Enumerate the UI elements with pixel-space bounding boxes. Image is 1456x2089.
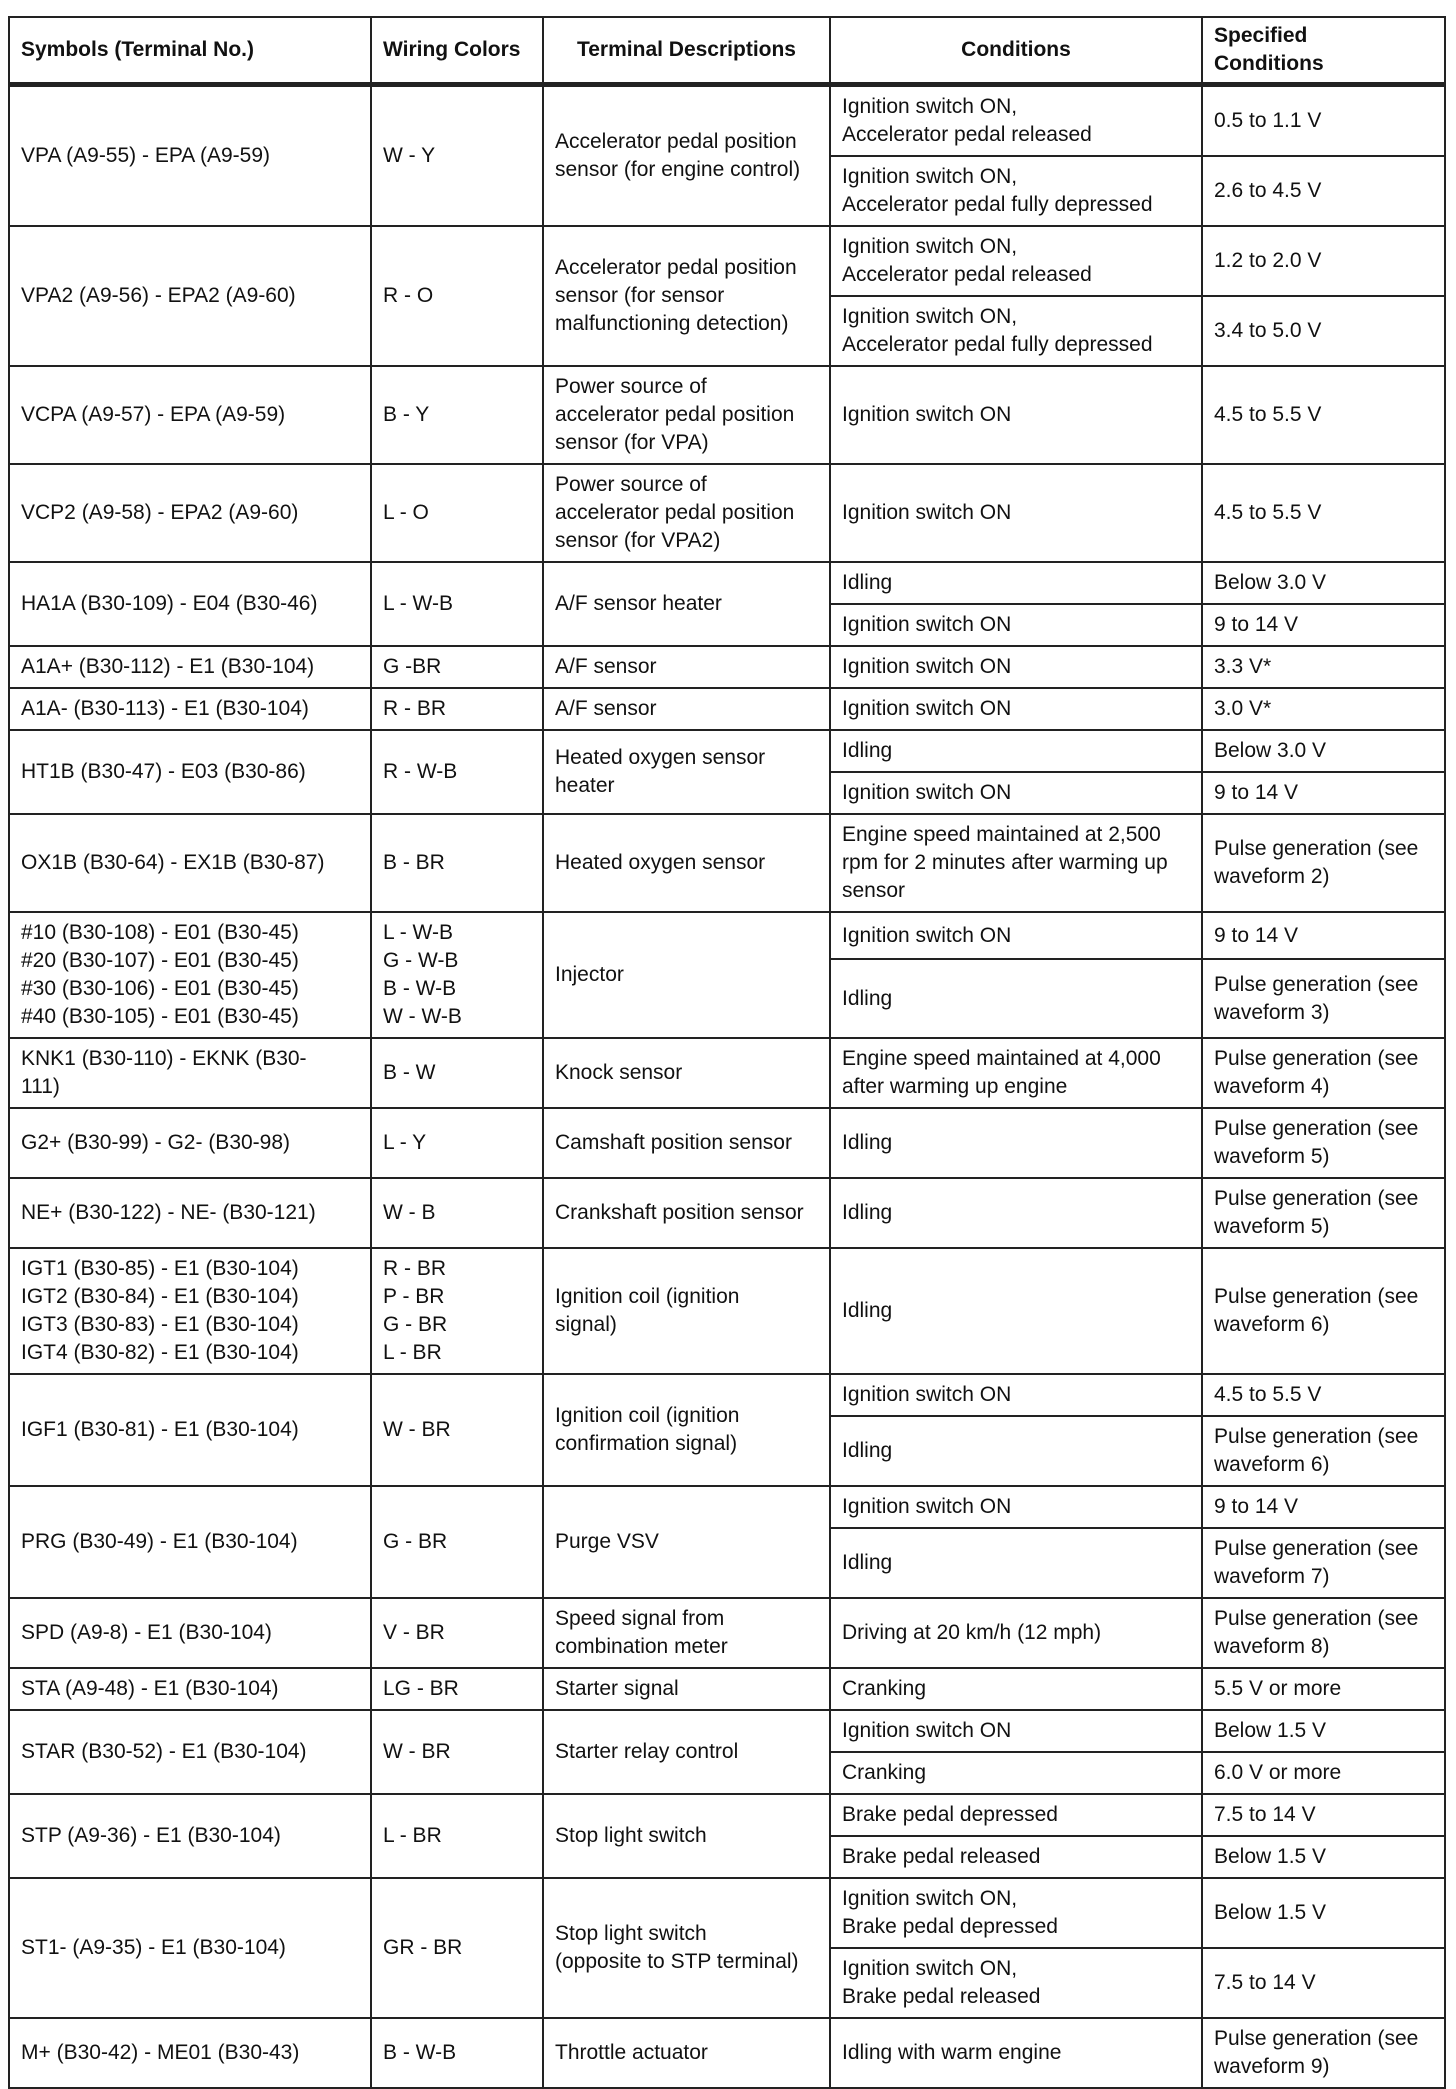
table-row	[9, 85, 1445, 157]
description-cell: Stop light switch	[543, 1794, 830, 1878]
description-cell: Starter relay control	[543, 1710, 830, 1794]
condition-cell: Ignition switch ON	[830, 646, 1202, 688]
wiring-color-cell: LG - BR	[371, 1668, 543, 1710]
spec-cell: Pulse generation (see waveform 8)	[1202, 1598, 1445, 1668]
condition-cell: Ignition switch ON, Accelerator pedal released	[830, 85, 1202, 157]
symbol-cell: KNK1 (B30-110) - EKNK (B30- 111)	[9, 1038, 371, 1108]
spec-cell: 4.5 to 5.5 V	[1202, 1374, 1445, 1416]
condition-cell: Ignition switch ON	[830, 1486, 1202, 1528]
table-row	[9, 1248, 1445, 1374]
condition-cell: Ignition switch ON	[830, 912, 1202, 959]
spec-cell: 5.5 V or more	[1202, 1668, 1445, 1710]
header-conditions: Conditions	[830, 17, 1202, 85]
symbol-cell: NE+ (B30-122) - NE- (B30-121)	[9, 1178, 371, 1248]
condition-cell: Idling	[830, 730, 1202, 772]
wiring-color-cell: W - B	[371, 1178, 543, 1248]
spec-cell: 4.5 to 5.5 V	[1202, 464, 1445, 562]
wiring-color-cell: R - BR P - BR G - BR L - BR	[371, 1248, 543, 1374]
table-row	[9, 1108, 1445, 1178]
table-row	[9, 1668, 1445, 1710]
table-row	[9, 646, 1445, 688]
table-row	[9, 912, 1445, 959]
condition-cell: Driving at 20 km/h (12 mph)	[830, 1598, 1202, 1668]
wiring-color-cell: G -BR	[371, 646, 543, 688]
spec-cell: 9 to 14 V	[1202, 772, 1445, 814]
spec-cell: Below 1.5 V	[1202, 1836, 1445, 1878]
description-cell: Heated oxygen sensor	[543, 814, 830, 912]
wiring-color-cell: R - BR	[371, 688, 543, 730]
description-cell: Camshaft position sensor	[543, 1108, 830, 1178]
condition-cell: Idling	[830, 562, 1202, 604]
condition-cell: Idling	[830, 1248, 1202, 1374]
symbol-cell: A1A- (B30-113) - E1 (B30-104)	[9, 688, 371, 730]
spec-cell: Below 1.5 V	[1202, 1878, 1445, 1948]
table-row	[9, 1710, 1445, 1752]
table-row	[9, 1486, 1445, 1528]
condition-cell: Idling	[830, 1178, 1202, 1248]
condition-cell: Idling with warm engine	[830, 2018, 1202, 2088]
description-cell: Ignition coil (ignition signal)	[543, 1248, 830, 1374]
wiring-color-cell: W - BR	[371, 1710, 543, 1794]
symbol-cell: SPD (A9-8) - E1 (B30-104)	[9, 1598, 371, 1668]
condition-cell: Ignition switch ON	[830, 1710, 1202, 1752]
table-row	[9, 730, 1445, 772]
table-row	[9, 1178, 1445, 1248]
description-cell: Accelerator pedal position sensor (for sensor malfunctioning detection)	[543, 226, 830, 366]
description-cell: Purge VSV	[543, 1486, 830, 1598]
spec-cell: 7.5 to 14 V	[1202, 1794, 1445, 1836]
symbol-cell: VPA (A9-55) - EPA (A9-59)	[9, 85, 371, 227]
condition-cell: Brake pedal released	[830, 1836, 1202, 1878]
condition-cell: Ignition switch ON	[830, 772, 1202, 814]
wiring-color-cell: G - BR	[371, 1486, 543, 1598]
header-terminal-descriptions: Terminal Descriptions	[543, 17, 830, 85]
table-row	[9, 1038, 1445, 1108]
symbol-cell: VCP2 (A9-58) - EPA2 (A9-60)	[9, 464, 371, 562]
spec-cell: 9 to 14 V	[1202, 604, 1445, 646]
condition-cell: Ignition switch ON	[830, 1374, 1202, 1416]
description-cell: Crankshaft position sensor	[543, 1178, 830, 1248]
symbol-cell: STP (A9-36) - E1 (B30-104)	[9, 1794, 371, 1878]
condition-cell: Ignition switch ON	[830, 464, 1202, 562]
symbol-cell: HA1A (B30-109) - E04 (B30-46)	[9, 562, 371, 646]
spec-cell: Pulse generation (see waveform 6)	[1202, 1416, 1445, 1486]
wiring-color-cell: GR - BR	[371, 1878, 543, 2018]
wiring-color-cell: B - Y	[371, 366, 543, 464]
wiring-color-cell: L - W-B G - W-B B - W-B W - W-B	[371, 912, 543, 1038]
description-cell: A/F sensor heater	[543, 562, 830, 646]
condition-cell: Cranking	[830, 1668, 1202, 1710]
condition-cell: Idling	[830, 1108, 1202, 1178]
symbol-cell: #10 (B30-108) - E01 (B30-45) #20 (B30-107) - E01 (B30-45) #30 (B30-106) - E01 (B30-45) #40 (B30-105) - E01 (B30-45)	[9, 912, 371, 1038]
description-cell: Accelerator pedal position sensor (for engine control)	[543, 85, 830, 227]
spec-cell: 3.3 V*	[1202, 646, 1445, 688]
symbol-cell: IGF1 (B30-81) - E1 (B30-104)	[9, 1374, 371, 1486]
table-row	[9, 688, 1445, 730]
spec-cell: Pulse generation (see waveform 4)	[1202, 1038, 1445, 1108]
condition-cell: Ignition switch ON	[830, 604, 1202, 646]
description-cell: A/F sensor	[543, 688, 830, 730]
spec-cell: 6.0 V or more	[1202, 1752, 1445, 1794]
condition-cell: Engine speed maintained at 4,000 after warming up engine	[830, 1038, 1202, 1108]
description-cell: Power source of accelerator pedal position sensor (for VPA2)	[543, 464, 830, 562]
spec-cell: 7.5 to 14 V	[1202, 1948, 1445, 2018]
header-row	[9, 17, 1445, 85]
table-row	[9, 1598, 1445, 1668]
wiring-color-cell: V - BR	[371, 1598, 543, 1668]
spec-cell: Below 1.5 V	[1202, 1710, 1445, 1752]
symbol-cell: STA (A9-48) - E1 (B30-104)	[9, 1668, 371, 1710]
spec-cell: Pulse generation (see waveform 3)	[1202, 959, 1445, 1038]
header-symbols: Symbols (Terminal No.)	[9, 17, 371, 85]
description-cell: Speed signal from combination meter	[543, 1598, 830, 1668]
description-cell: A/F sensor	[543, 646, 830, 688]
symbol-cell: PRG (B30-49) - E1 (B30-104)	[9, 1486, 371, 1598]
symbol-cell: VPA2 (A9-56) - EPA2 (A9-60)	[9, 226, 371, 366]
table-row	[9, 2018, 1445, 2088]
spec-cell: Pulse generation (see waveform 2)	[1202, 814, 1445, 912]
spec-cell: Below 3.0 V	[1202, 730, 1445, 772]
spec-cell: 2.6 to 4.5 V	[1202, 156, 1445, 226]
condition-cell: Idling	[830, 1528, 1202, 1598]
condition-cell: Cranking	[830, 1752, 1202, 1794]
table-row	[9, 1794, 1445, 1836]
table-body	[9, 85, 1445, 2089]
condition-cell: Ignition switch ON	[830, 366, 1202, 464]
wiring-color-cell: W - Y	[371, 85, 543, 227]
description-cell: Knock sensor	[543, 1038, 830, 1108]
spec-cell: Below 3.0 V	[1202, 562, 1445, 604]
spec-cell: 9 to 14 V	[1202, 912, 1445, 959]
symbol-cell: ST1- (A9-35) - E1 (B30-104)	[9, 1878, 371, 2018]
table-row	[9, 562, 1445, 604]
terminal-table	[8, 16, 1446, 2089]
spec-cell: Pulse generation (see waveform 7)	[1202, 1528, 1445, 1598]
table-row	[9, 814, 1445, 912]
wiring-color-cell: L - O	[371, 464, 543, 562]
symbol-cell: OX1B (B30-64) - EX1B (B30-87)	[9, 814, 371, 912]
symbol-cell: STAR (B30-52) - E1 (B30-104)	[9, 1710, 371, 1794]
symbol-cell: G2+ (B30-99) - G2- (B30-98)	[9, 1108, 371, 1178]
header-specified-conditions: Specified Conditions	[1202, 17, 1445, 85]
spec-cell: Pulse generation (see waveform 6)	[1202, 1248, 1445, 1374]
description-cell: Throttle actuator	[543, 2018, 830, 2088]
table-row	[9, 366, 1445, 464]
table-row	[9, 1878, 1445, 1948]
wiring-color-cell: L - BR	[371, 1794, 543, 1878]
symbol-cell: A1A+ (B30-112) - E1 (B30-104)	[9, 646, 371, 688]
condition-cell: Ignition switch ON	[830, 688, 1202, 730]
table-row	[9, 1374, 1445, 1416]
spec-cell: 1.2 to 2.0 V	[1202, 226, 1445, 296]
spec-cell: Pulse generation (see waveform 5)	[1202, 1108, 1445, 1178]
table-row	[9, 226, 1445, 296]
spec-cell: 4.5 to 5.5 V	[1202, 366, 1445, 464]
condition-cell: Ignition switch ON, Brake pedal depressed	[830, 1878, 1202, 1948]
wiring-color-cell: L - Y	[371, 1108, 543, 1178]
wiring-color-cell: W - BR	[371, 1374, 543, 1486]
condition-cell: Brake pedal depressed	[830, 1794, 1202, 1836]
description-cell: Heated oxygen sensor heater	[543, 730, 830, 814]
symbol-cell: IGT1 (B30-85) - E1 (B30-104) IGT2 (B30-84) - E1 (B30-104) IGT3 (B30-83) - E1 (B30-104) IGT4 (B30-82) - E1 (B30-104)	[9, 1248, 371, 1374]
condition-cell: Ignition switch ON, Accelerator pedal fully depressed	[830, 296, 1202, 366]
description-cell: Starter signal	[543, 1668, 830, 1710]
symbol-cell: HT1B (B30-47) - E03 (B30-86)	[9, 730, 371, 814]
wiring-color-cell: B - W-B	[371, 2018, 543, 2088]
spec-cell: 9 to 14 V	[1202, 1486, 1445, 1528]
spec-cell: Pulse generation (see waveform 9)	[1202, 2018, 1445, 2088]
description-cell: Power source of accelerator pedal position sensor (for VPA)	[543, 366, 830, 464]
wiring-color-cell: R - O	[371, 226, 543, 366]
symbol-cell: VCPA (A9-57) - EPA (A9-59)	[9, 366, 371, 464]
wiring-color-cell: L - W-B	[371, 562, 543, 646]
condition-cell: Ignition switch ON, Accelerator pedal released	[830, 226, 1202, 296]
condition-cell: Ignition switch ON, Accelerator pedal fully depressed	[830, 156, 1202, 226]
condition-cell: Idling	[830, 1416, 1202, 1486]
table-header	[9, 17, 1445, 85]
condition-cell: Ignition switch ON, Brake pedal released	[830, 1948, 1202, 2018]
spec-cell: 0.5 to 1.1 V	[1202, 85, 1445, 157]
spec-cell: 3.0 V*	[1202, 688, 1445, 730]
condition-cell: Engine speed maintained at 2,500 rpm for 2 minutes after warming up sensor	[830, 814, 1202, 912]
spec-cell: 3.4 to 5.0 V	[1202, 296, 1445, 366]
wiring-color-cell: R - W-B	[371, 730, 543, 814]
wiring-color-cell: B - BR	[371, 814, 543, 912]
description-cell: Stop light switch (opposite to STP terminal)	[543, 1878, 830, 2018]
spec-cell: Pulse generation (see waveform 5)	[1202, 1178, 1445, 1248]
description-cell: Injector	[543, 912, 830, 1038]
condition-cell: Idling	[830, 959, 1202, 1038]
wiring-color-cell: B - W	[371, 1038, 543, 1108]
header-wiring-colors: Wiring Colors	[371, 17, 543, 85]
description-cell: Ignition coil (ignition confirmation signal)	[543, 1374, 830, 1486]
table-row	[9, 464, 1445, 562]
symbol-cell: M+ (B30-42) - ME01 (B30-43)	[9, 2018, 371, 2088]
